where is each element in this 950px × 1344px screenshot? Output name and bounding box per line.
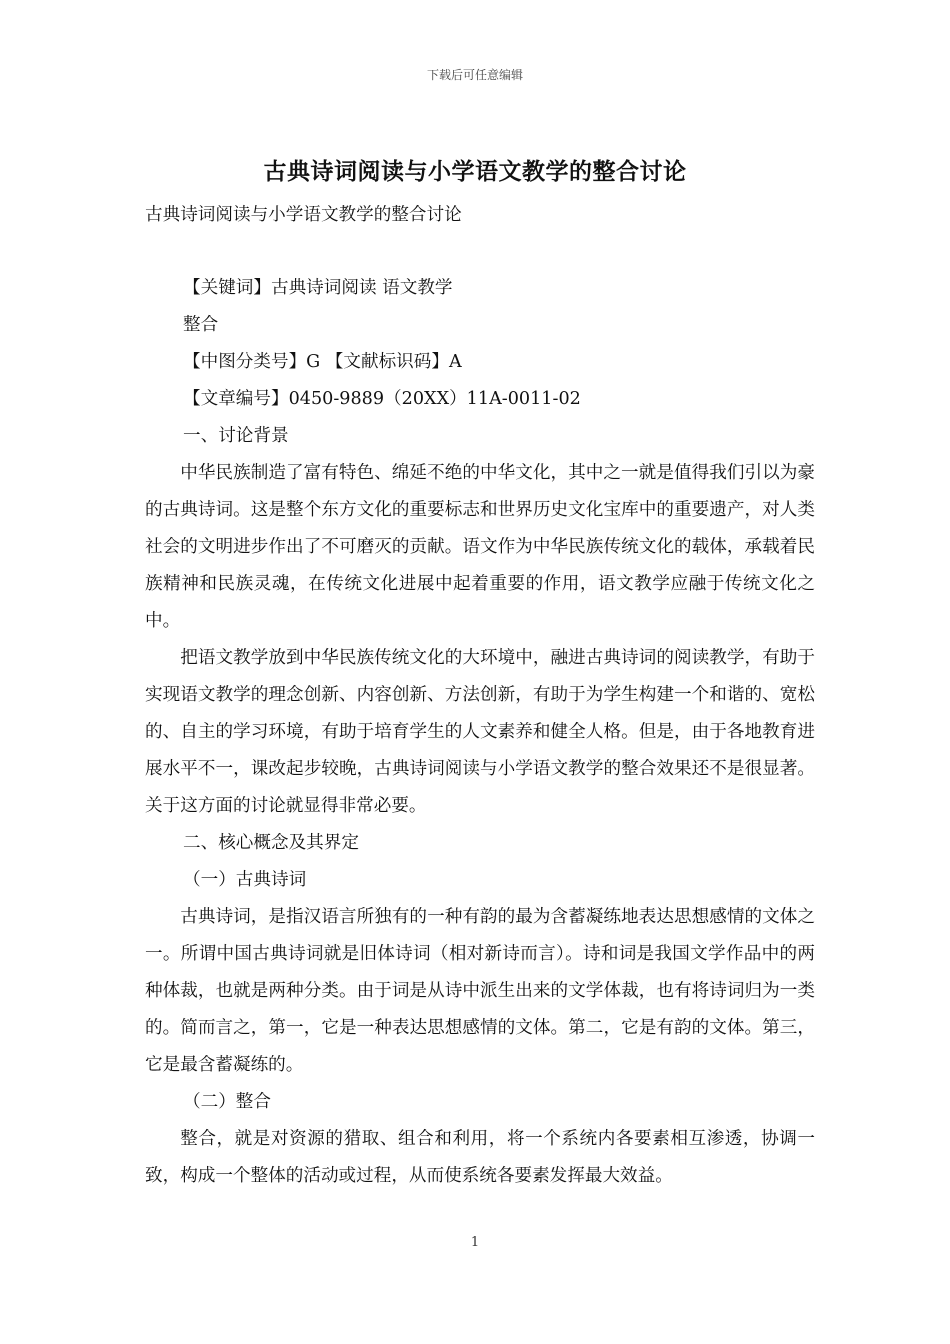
document-subtitle: 古典诗词阅读与小学语文教学的整合讨论 — [145, 205, 462, 225]
body-paragraph: 古典诗词，是指汉语言所独有的一种有韵的最为含蓄凝练地表达思想感情的文体之一。所谓中国古典诗词就是旧体诗词（相对新诗而言）。诗和词是我国文学作品中的两种体裁，也就是两种分类。由于词是从诗中派生出来的文学体裁，也有将诗词归为一类的。简而言之，第一，它是一种表达思想感情的文体。第二，它是有韵的文体。第三，它是最含蓄凝练的。 — [145, 907, 815, 1075]
section-heading: 一、讨论背景 — [183, 426, 289, 446]
classification-line: 【中图分类号】G 【文献标识码】A — [183, 352, 462, 372]
page-number: 1 — [470, 1235, 480, 1250]
section-heading: 二、核心概念及其界定 — [183, 833, 359, 853]
body-paragraph: 把语文教学放到中华民族传统文化的大环境中，融进古典诗词的阅读教学，有助于实现语文教学的理念创新、内容创新、方法创新，有助于为学生构建一个和谐的、宽松的、自主的学习环境，有助于培育学生的人文素养和健全人格。但是，由于各地教育进展水平不一，课改起步较晚，古典诗词阅读与小学语文教学的整合效果还不是很显著。关于这方面的讨论就显得非常必要。 — [145, 648, 815, 816]
page-header: 下载后可任意编辑 — [426, 68, 523, 82]
body-paragraph: 整合，就是对资源的猎取、组合和利用，将一个系统内各要素相互渗透，协调一致，构成一个整体的活动或过程，从而使系统各要素发挥最大效益。 — [145, 1129, 815, 1186]
body-paragraph: 中华民族制造了富有特色、绵延不绝的中华文化，其中之一就是值得我们引以为豪的古典诗词。这是整个东方文化的重要标志和世界历史文化宝库中的重要遗产，对人类社会的文明进步作出了不可磨灭的贡献。语文作为中华民族传统文化的载体，承载着民族精神和民族灵魂，在传统文化进展中起着重要的作用，语文教学应融于传统文化之中。 — [145, 463, 815, 631]
document-title: 古典诗词阅读与小学语文教学的整合讨论 — [263, 158, 687, 185]
subsection-heading: （二）整合 — [183, 1092, 271, 1112]
article-number-line: 【文章编号】0450-9889（20XX）11A-0011-02 — [183, 389, 581, 409]
document-body — [145, 197, 815, 1195]
keywords-line: 【关键词】古典诗词阅读 语文教学 — [183, 278, 453, 298]
subsection-heading: （一）古典诗词 — [183, 870, 307, 890]
keywords-continuation: 整合 — [183, 315, 219, 335]
